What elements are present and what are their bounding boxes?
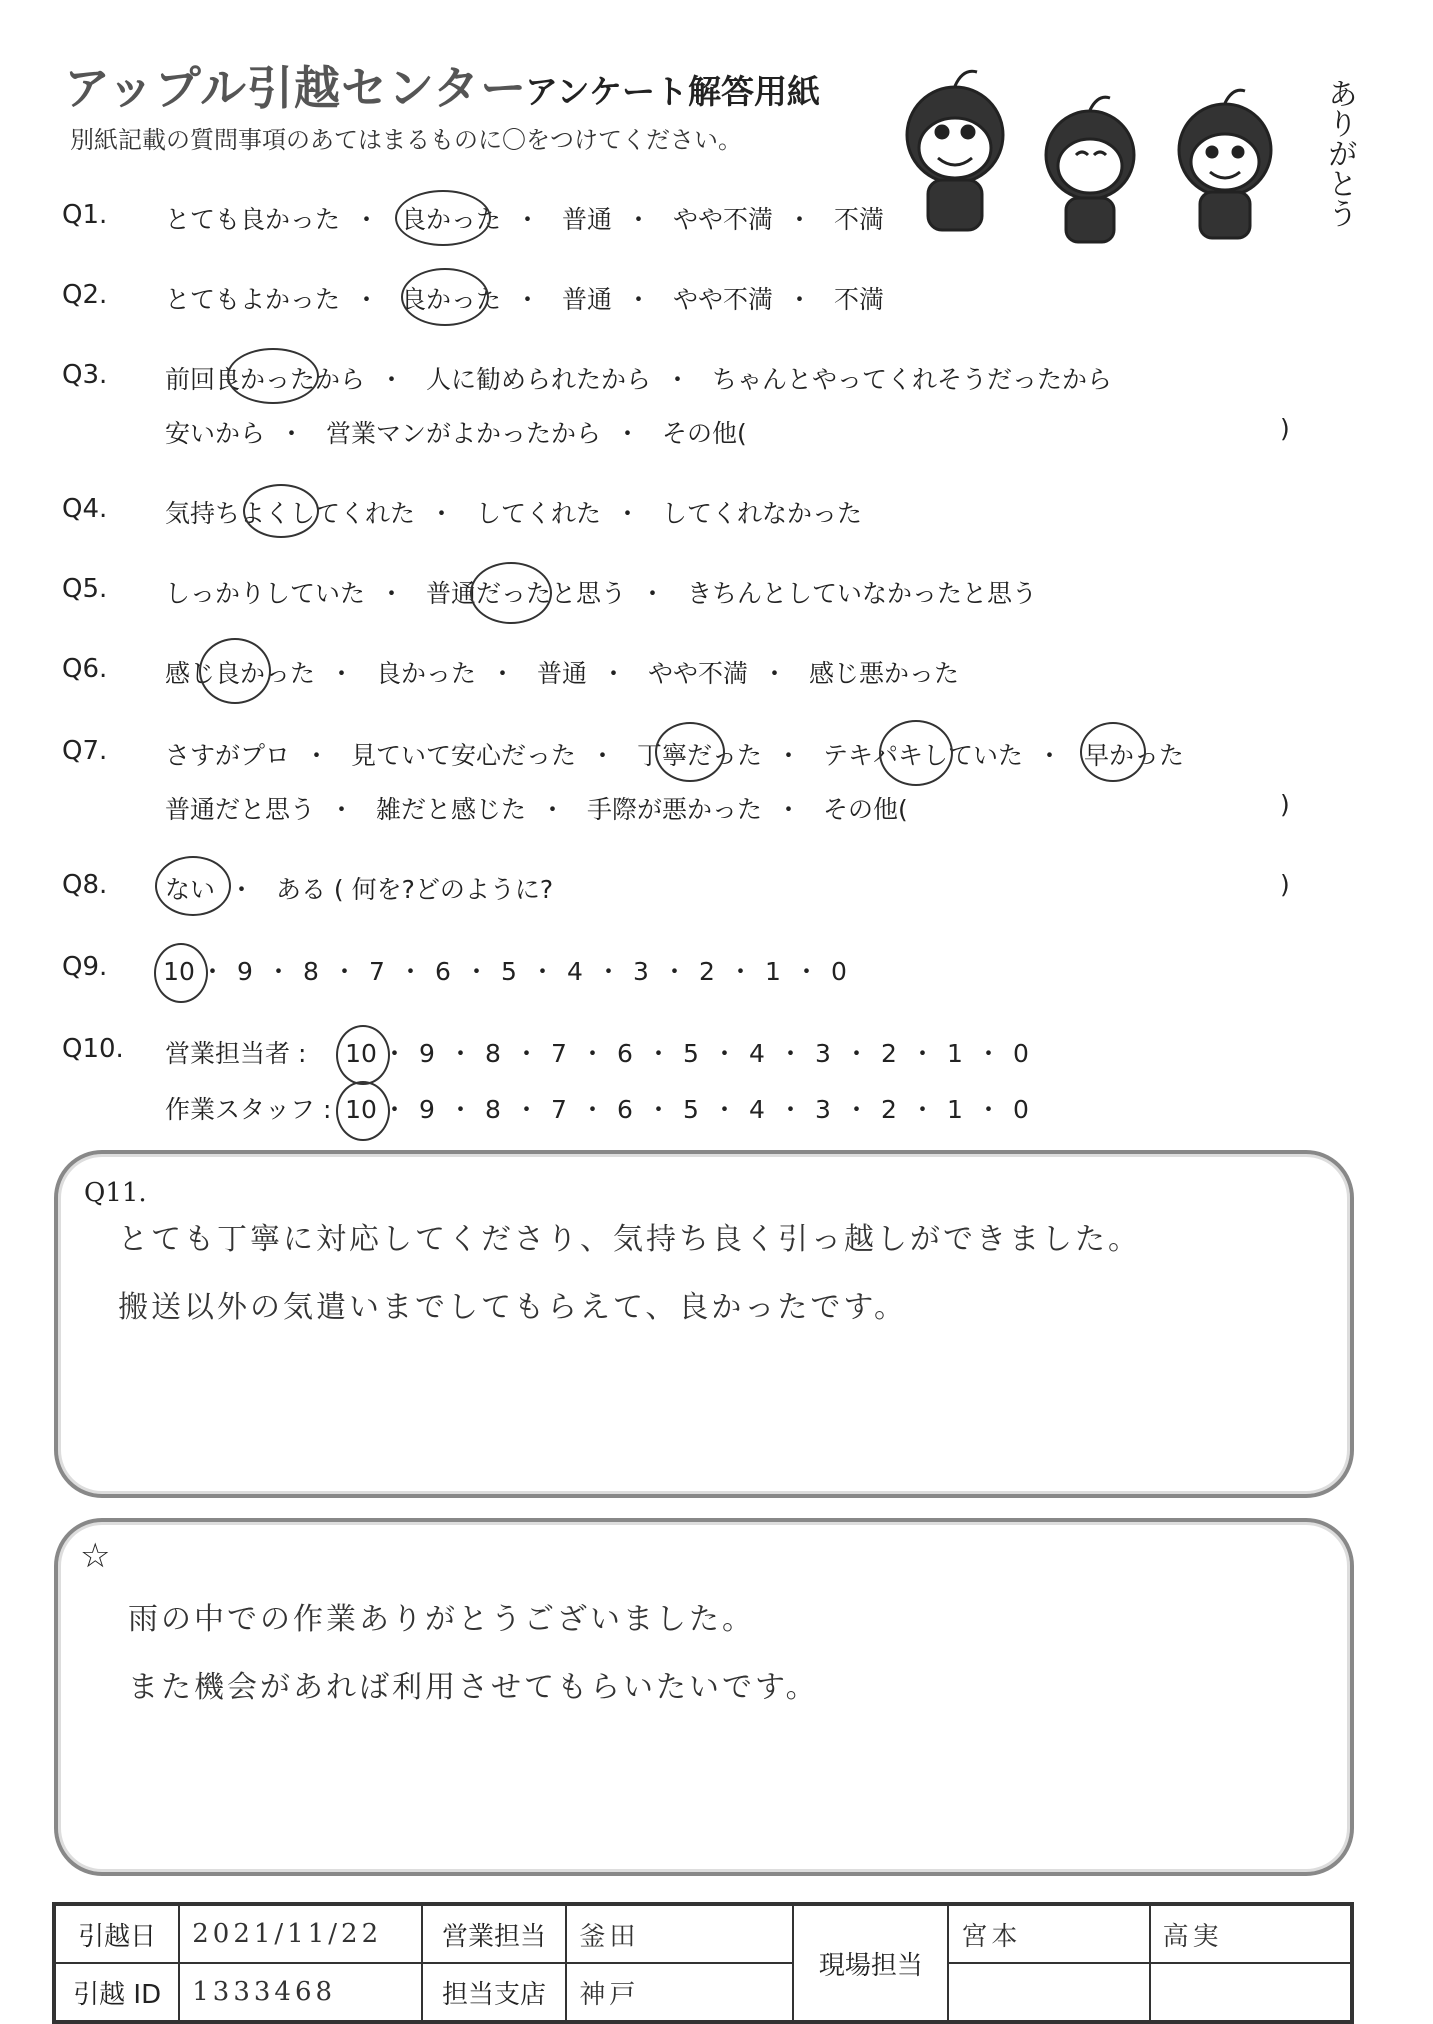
q10-sales-separator: ・: [910, 1039, 936, 1068]
site-person-1: 宮本: [948, 1905, 1149, 1963]
q7-option-9[interactable]: その他(: [822, 795, 908, 824]
sales-person-value: 釜田: [566, 1905, 793, 1963]
q9-score-3[interactable]: 3: [633, 957, 649, 986]
q4-options: 気持ちよくしてくれた ・ してくれた ・ してくれなかった: [165, 494, 862, 530]
q9-score-5[interactable]: 5: [501, 957, 517, 986]
q10-sales-separator: ・: [976, 1039, 1002, 1068]
q7-close-paren: ): [1280, 790, 1290, 819]
q10-row-sales: [165, 1034, 1042, 1070]
site-person-2: 高実: [1150, 1905, 1351, 1963]
q7-option-5[interactable]: 早かった: [1084, 736, 1184, 772]
q10-row-staff: [165, 1090, 1042, 1126]
q10-sales-score-7[interactable]: 7: [551, 1039, 567, 1068]
q2-option-1[interactable]: とてもよかった: [165, 285, 341, 314]
branch-value: 神戸: [566, 1963, 793, 2021]
q10-staff-circle-mark: [336, 1081, 390, 1141]
q3-option-4[interactable]: 安いから: [165, 419, 266, 448]
q3-close-paren: ): [1280, 414, 1290, 443]
q9-score-7[interactable]: 7: [369, 957, 385, 986]
q9-separator: ・: [530, 957, 556, 986]
q7-options-2: 普通だと思う ・ 雑だと感じた ・ 手際が悪かった ・ その他(: [165, 790, 908, 826]
q7-number: Q7.: [62, 736, 108, 766]
q6-circle-mark: [199, 638, 271, 704]
q2-circle-mark: [401, 268, 489, 326]
q6-option-4[interactable]: やや不満: [647, 659, 748, 688]
q1-option-4[interactable]: やや不満: [672, 205, 773, 234]
question-3: [0, 360, 1433, 404]
q10-sales-score-6[interactable]: 6: [617, 1039, 633, 1068]
q10-staff-separator: ・: [580, 1095, 606, 1124]
free-comment-line-2: また機会があれば利用させてもらいたいです。: [128, 1670, 819, 1705]
mascot-caption: ありがとう: [1322, 78, 1357, 228]
q5-option-3[interactable]: きちんとしていなかったと思う: [686, 579, 1037, 608]
q6-option-5[interactable]: 感じ悪かった: [808, 659, 959, 688]
q3-circle-mark: [227, 348, 319, 404]
q9-separator: ・: [728, 957, 754, 986]
q6-options: 感じ良かった ・ 良かった ・ 普通 ・ やや不満 ・ 感じ悪かった: [165, 654, 959, 690]
q10-staff-score-3[interactable]: 3: [815, 1095, 831, 1124]
site-person-4: [1150, 1963, 1351, 2021]
q9-separator: ・: [332, 957, 358, 986]
q9-score-1[interactable]: 1: [765, 957, 781, 986]
q1-number: Q1.: [62, 200, 108, 230]
company-name: アップル引越センター: [64, 61, 528, 115]
q11-comment-box[interactable]: [54, 1150, 1354, 1498]
q9-score-8[interactable]: 8: [303, 957, 319, 986]
q9-separator: ・: [398, 957, 424, 986]
q9-separator: ・: [464, 957, 490, 986]
q10-sales-score-0[interactable]: 0: [1013, 1039, 1029, 1068]
q10-staff-separator: ・: [448, 1095, 474, 1124]
q4-number: Q4.: [62, 494, 108, 524]
star-icon: ☆: [80, 1536, 111, 1576]
sales-label: 営業担当: [422, 1905, 567, 1963]
q3-option-5[interactable]: 営業マンがよかったから: [325, 419, 601, 448]
question-3-line-2: [0, 414, 1433, 458]
question-6: [0, 654, 1433, 698]
q7-option-6[interactable]: 普通だと思う: [165, 795, 316, 824]
question-2: [0, 280, 1433, 324]
q9-separator: ・: [200, 957, 226, 986]
q11-comment-line-1: とても丁寧に対応してくださり、気持ち良く引っ越しができました。: [118, 1222, 1141, 1257]
q2-option-4[interactable]: やや不満: [672, 285, 773, 314]
q4-circle-mark: [243, 484, 319, 538]
branch-label: 担当支店: [422, 1963, 567, 2021]
q9-score-2[interactable]: 2: [699, 957, 715, 986]
q6-option-2[interactable]: 良かった: [375, 659, 476, 688]
q2-option-5[interactable]: 不満: [833, 285, 884, 314]
q2-option-2[interactable]: 良かった: [401, 280, 501, 316]
q10-staff-score-1[interactable]: 1: [947, 1095, 963, 1124]
question-1: [0, 200, 1433, 244]
q10-staff-separator: ・: [778, 1095, 804, 1124]
move-id-value: 1333468: [179, 1963, 421, 2021]
footer-info-table: [52, 1902, 1354, 2024]
q9-score-6[interactable]: 6: [435, 957, 451, 986]
q7-circle-mark-1: [655, 722, 725, 782]
q8-option-1[interactable]: ない: [165, 870, 215, 906]
q10-staff-score-8[interactable]: 8: [485, 1095, 501, 1124]
q10-staff-separator: ・: [646, 1095, 672, 1124]
q5-circle-mark: [470, 562, 552, 624]
q7-circle-mark-2: [879, 720, 953, 786]
question-7: [0, 736, 1433, 780]
q9-number: Q9.: [62, 952, 108, 982]
q5-option-1[interactable]: しっかりしていた: [165, 579, 366, 608]
q10-staff-score-5[interactable]: 5: [683, 1095, 699, 1124]
q10-staff-label: 作業スタッフ :: [165, 1095, 332, 1124]
q10-sales-score-10[interactable]: 10: [340, 1039, 382, 1068]
q10-staff-separator: ・: [976, 1095, 1002, 1124]
q6-option-1[interactable]: 感じ良かった: [165, 654, 315, 690]
q8-option-2[interactable]: ある ( 何を?どのように?: [275, 875, 554, 904]
q9-score-0[interactable]: 0: [831, 957, 847, 986]
q1-option-3[interactable]: 普通: [561, 205, 612, 234]
site-person-3: [948, 1963, 1149, 2021]
q5-options: しっかりしていた ・ 普通だったと思う ・ きちんとしていなかったと思う: [165, 574, 1037, 610]
q9-score-9[interactable]: 9: [237, 957, 253, 986]
question-10-line-2: [0, 1090, 1433, 1134]
free-comment-line-1: 雨の中での作業ありがとうございました。: [128, 1602, 755, 1637]
q10-sales-separator: ・: [382, 1039, 408, 1068]
q1-options: とても良かった ・ 良かった ・ 普通 ・ やや不満 ・ 不満: [165, 200, 884, 236]
q10-staff-separator: ・: [712, 1095, 738, 1124]
q9-separator: ・: [266, 957, 292, 986]
move-date-value: 2021/11/22: [179, 1905, 421, 1963]
q10-sales-separator: ・: [844, 1039, 870, 1068]
q9-scale: [158, 952, 860, 988]
instruction-text: 別紙記載の質問事項のあてはまるものに〇をつけてください。: [70, 126, 742, 154]
form-title: アンケート解答用紙: [525, 72, 821, 111]
q8-circle-mark: [155, 856, 231, 916]
q10-sales-score-1[interactable]: 1: [947, 1039, 963, 1068]
q2-options: とてもよかった ・ 良かった ・ 普通 ・ やや不満 ・ 不満: [165, 280, 884, 316]
q5-option-2[interactable]: 普通だったと思う: [426, 574, 626, 610]
question-9: [0, 952, 1433, 996]
q1-option-5[interactable]: 不満: [833, 205, 884, 234]
q10-sales-separator: ・: [778, 1039, 804, 1068]
question-8: [0, 870, 1433, 914]
q10-sales-separator: ・: [514, 1039, 540, 1068]
q10-staff-separator: ・: [514, 1095, 540, 1124]
q1-option-1[interactable]: とても良かった: [165, 205, 341, 234]
q8-options: ない ・ ある ( 何を?どのように?: [165, 870, 553, 906]
q9-circle-mark: [154, 943, 208, 1003]
q10-staff-score-7[interactable]: 7: [551, 1095, 567, 1124]
q9-score-10[interactable]: 10: [158, 957, 200, 986]
q7-option-1[interactable]: さすがプロ: [165, 741, 291, 770]
q10-sales-separator: ・: [448, 1039, 474, 1068]
q3-option-1[interactable]: 前回良かったから: [165, 360, 365, 396]
q10-sales-separator: ・: [712, 1039, 738, 1068]
q10-sales-circle-mark: [336, 1025, 390, 1085]
q10-staff-score-0[interactable]: 0: [1013, 1095, 1029, 1124]
q3-options-2: 安いから ・ 営業マンがよかったから ・ その他(: [165, 414, 747, 450]
q7-circle-mark-3: [1080, 722, 1146, 782]
q7-option-3[interactable]: 丁寧だった: [637, 736, 762, 772]
q10-sales-score-9[interactable]: 9: [419, 1039, 435, 1068]
q3-number: Q3.: [62, 360, 108, 390]
q10-staff-score-6[interactable]: 6: [617, 1095, 633, 1124]
q7-option-4[interactable]: テキパキしていた: [823, 736, 1023, 772]
q7-options: さすがプロ ・ 見ていて安心だった ・ 丁寧だった ・ テキパキしていた ・ 早かった: [165, 736, 1184, 772]
question-10: [0, 1034, 1433, 1078]
q7-option-2[interactable]: 見ていて安心だった: [350, 741, 576, 770]
q4-option-2[interactable]: してくれた: [475, 499, 601, 528]
q9-separator: ・: [596, 957, 622, 986]
q10-staff-score-10[interactable]: 10: [340, 1095, 382, 1124]
q10-number: Q10.: [62, 1034, 124, 1064]
q4-option-1[interactable]: 気持ちよくしてくれた: [165, 494, 415, 530]
q7-option-7[interactable]: 雑だと感じた: [375, 795, 526, 824]
q2-option-3[interactable]: 普通: [561, 285, 612, 314]
move-id-label: 引越 ID: [55, 1963, 179, 2021]
q10-sales-score-5[interactable]: 5: [683, 1039, 699, 1068]
q10-sales-separator: ・: [646, 1039, 672, 1068]
question-7-line-2: [0, 790, 1433, 834]
q10-sales-score-3[interactable]: 3: [815, 1039, 831, 1068]
q6-option-3[interactable]: 普通: [536, 659, 587, 688]
q7-option-8[interactable]: 手際が悪かった: [586, 795, 762, 824]
q9-separator: ・: [662, 957, 688, 986]
q11-label: Q11.: [84, 1178, 147, 1208]
question-5: [0, 574, 1433, 618]
q10-sales-score-2[interactable]: 2: [881, 1039, 897, 1068]
q8-close-paren: ): [1280, 870, 1290, 899]
q10-sales-separator: ・: [580, 1039, 606, 1068]
q10-sales-label: 営業担当者 :: [165, 1039, 307, 1068]
q9-separator: ・: [794, 957, 820, 986]
q10-staff-separator: ・: [910, 1095, 936, 1124]
q11-comment-line-2: 搬送以外の気遣いまでしてもらえて、良かったです。: [118, 1290, 907, 1325]
q10-sales-score-8[interactable]: 8: [485, 1039, 501, 1068]
q1-option-2[interactable]: 良かった: [401, 200, 501, 236]
q10-staff-score-9[interactable]: 9: [419, 1095, 435, 1124]
q8-number: Q8.: [62, 870, 108, 900]
free-comment-box[interactable]: [54, 1518, 1354, 1876]
q4-option-3[interactable]: してくれなかった: [661, 499, 862, 528]
site-label: 現場担当: [793, 1905, 948, 2021]
q10-staff-score-4[interactable]: 4: [749, 1095, 765, 1124]
move-date-label: 引越日: [55, 1905, 179, 1963]
q6-number: Q6.: [62, 654, 108, 684]
q5-number: Q5.: [62, 574, 108, 604]
q3-options: 前回良かったから ・ 人に勧められたから ・ ちゃんとやってくれそうだったから: [165, 360, 1112, 396]
q3-option-2[interactable]: 人に勧められたから: [425, 365, 651, 394]
q10-staff-separator: ・: [382, 1095, 408, 1124]
q9-score-4[interactable]: 4: [567, 957, 583, 986]
q1-circle-mark: [395, 190, 491, 246]
q10-staff-score-2[interactable]: 2: [881, 1095, 897, 1124]
q3-option-6[interactable]: その他(: [661, 419, 747, 448]
question-4: [0, 494, 1433, 538]
q10-sales-score-4[interactable]: 4: [749, 1039, 765, 1068]
q2-number: Q2.: [62, 280, 108, 310]
q10-staff-separator: ・: [844, 1095, 870, 1124]
q3-option-3[interactable]: ちゃんとやってくれそうだったから: [711, 365, 1112, 394]
